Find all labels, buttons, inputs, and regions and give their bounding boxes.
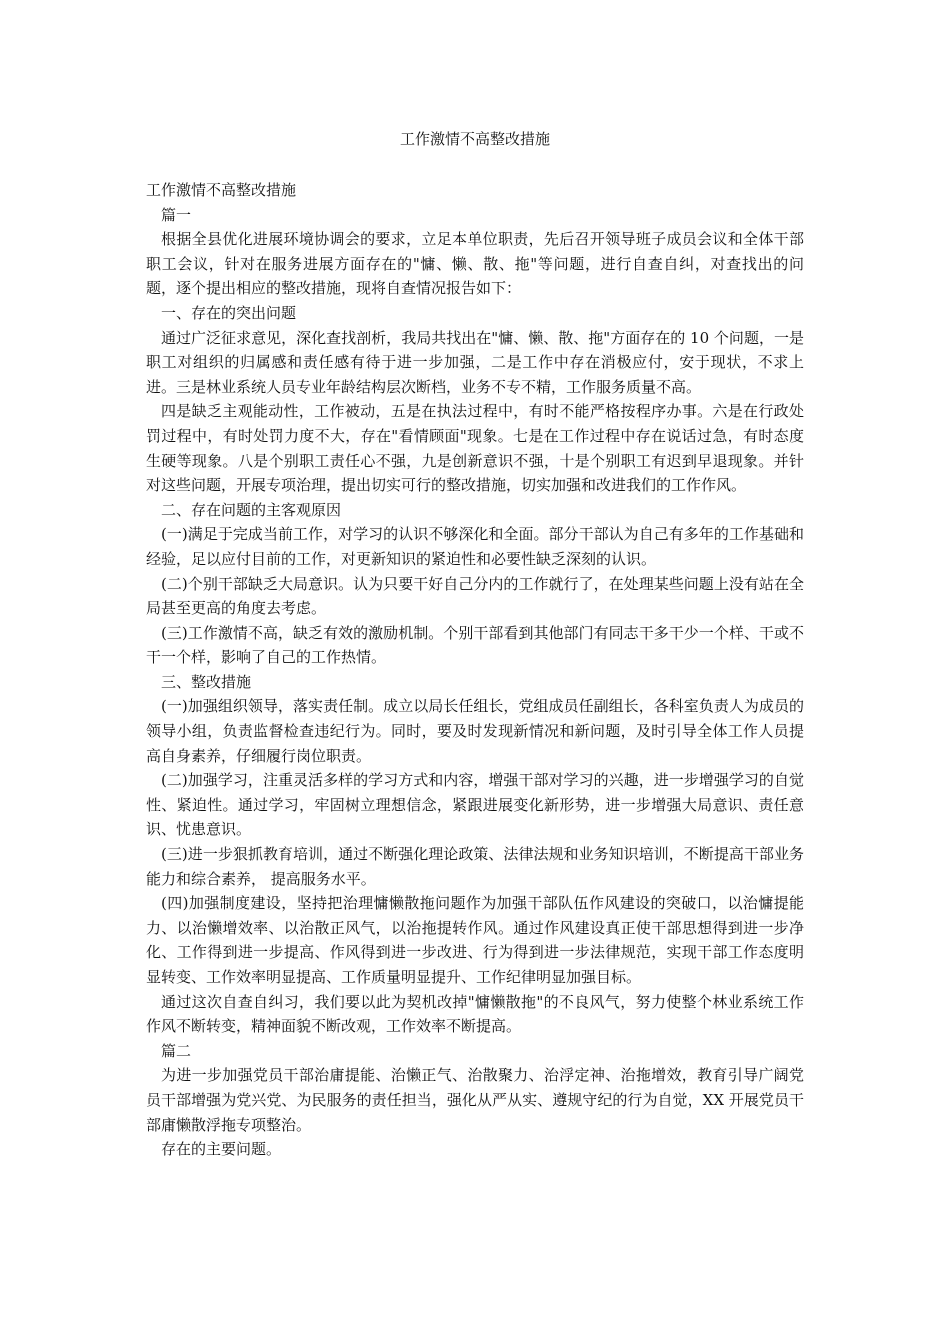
body-paragraph: (三)进一步狠抓教育培训，通过不断强化理论政策、法律法规和业务知识培训，不断提高干部业务能力和综合素养， 提高服务水平。 bbox=[146, 845, 804, 888]
body-paragraph: 篇二 bbox=[161, 1041, 192, 1060]
body-paragraph: 根据全县优化进展环境协调会的要求，立足本单位职责，先后召开领导班子成员会议和全体干部职工会议，针对在服务进展方面存在的"慵、懒、散、拖"等问题，进行自查自纠，对查找出的问题，逐个提出相应的整改措施，现将自查情况报告如下： bbox=[146, 230, 804, 298]
body-paragraph: 二、存在问题的主客观原因 bbox=[161, 500, 342, 519]
body-paragraph: (二)加强学习，注重灵活多样的学习方式和内容，增强干部对学习的兴趣，进一步增强学习的自觉性、紧迫性。通过学习，牢固树立理想信念，紧跟进展变化新形势，进一步增强大局意识、责任意识、忧患意识。 bbox=[146, 771, 804, 839]
body-paragraph: (一)加强组织领导，落实责任制。成立以局长任组长，党组成员任副组长，各科室负责人为成员的领导小组，负责监督检查违纪行为。同时，要及时发现新情况和新问题，及时引导全体工作人员提高自身素养，仔细履行岗位职责。 bbox=[146, 697, 804, 765]
body-paragraph: 四是缺乏主观能动性，工作被动，五是在执法过程中，有时不能严格按程序办事。六是在行政处罚过程中，有时处罚力度不大，存在"看情顾面"现象。七是在工作过程中存在说话过急，有时态度生硬等现象。八是个别职工责任心不强，九是创新意识不强，十是个别职工有迟到早退现象。并针对这些问题，开展专项治理，提出切实可行的整改措施，切实加强和改进我们的工作作风。 bbox=[146, 402, 804, 495]
body-paragraph: 篇一 bbox=[161, 205, 192, 224]
document-body bbox=[146, 178, 804, 1162]
body-paragraph: (三)工作激情不高，缺乏有效的激励机制。个别干部看到其他部门有同志干多干少一个样、干或不干一个样，影响了自己的工作热情。 bbox=[146, 623, 804, 667]
document-title: 工作激情不高整改措施 bbox=[399, 130, 550, 148]
body-paragraph: 一、存在的突出问题 bbox=[161, 303, 297, 322]
body-paragraph: 为进一步加强党员干部治庸提能、治懒正气、治散聚力、治浮定神、治拖增效，教育引导广阔党员干部增强为党兴党、为民服务的责任担当，强化从严从实、遵规守纪的行为自觉，XX 开展党员干部庸懒散浮拖专项整治。 bbox=[146, 1066, 804, 1134]
body-paragraph: (一)满足于完成当前工作，对学习的认识不够深化和全面。部分干部认为自己有多年的工作基础和经验，足以应付目前的工作，对更新知识的紧迫性和必要性缺乏深刻的认识。 bbox=[146, 525, 804, 568]
body-paragraph: 工作激情不高整改措施 bbox=[146, 181, 297, 199]
body-paragraph: 存在的主要问题。 bbox=[161, 1140, 282, 1159]
body-paragraph: (二)个别干部缺乏大局意识。认为只要干好自己分内的工作就行了，在处理某些问题上没有站在全局甚至更高的角度去考虑。 bbox=[146, 574, 804, 618]
body-paragraph: 通过广泛征求意见，深化查找剖析，我局共找出在"慵、懒、散、拖"方面存在的 10 个问题，一是职工对组织的归属感和责任感有待于进一步加强，二是工作中存在消极应付，安于现状，不求上进。三是林业系统人员专业年龄结构层次断档，业务不专不精，工作服务质量不高。 bbox=[146, 328, 804, 396]
body-paragraph: 三、整改措施 bbox=[161, 672, 252, 691]
body-paragraph: (四)加强制度建设，坚持把治理慵懒散拖问题作为加强干部队伍作风建设的突破口，以治慵提能力、以治懒增效率、以治散正风气，以治拖提转作风。通过作风建设真正使干部思想得到进一步净化、工作得到进一步提高、作风得到进一步改进、行为得到进一步法律规范，实现干部工作态度明显转变、工作效率明显提高、工作质量明显提升、工作纪律明显加强目标。 bbox=[146, 894, 804, 986]
body-paragraph: 通过这次自查自纠习，我们要以此为契机改掉"慵懒散拖"的不良风气，努力使整个林业系统工作作风不断转变，精神面貌不断改观，工作效率不断提高。 bbox=[146, 992, 804, 1036]
